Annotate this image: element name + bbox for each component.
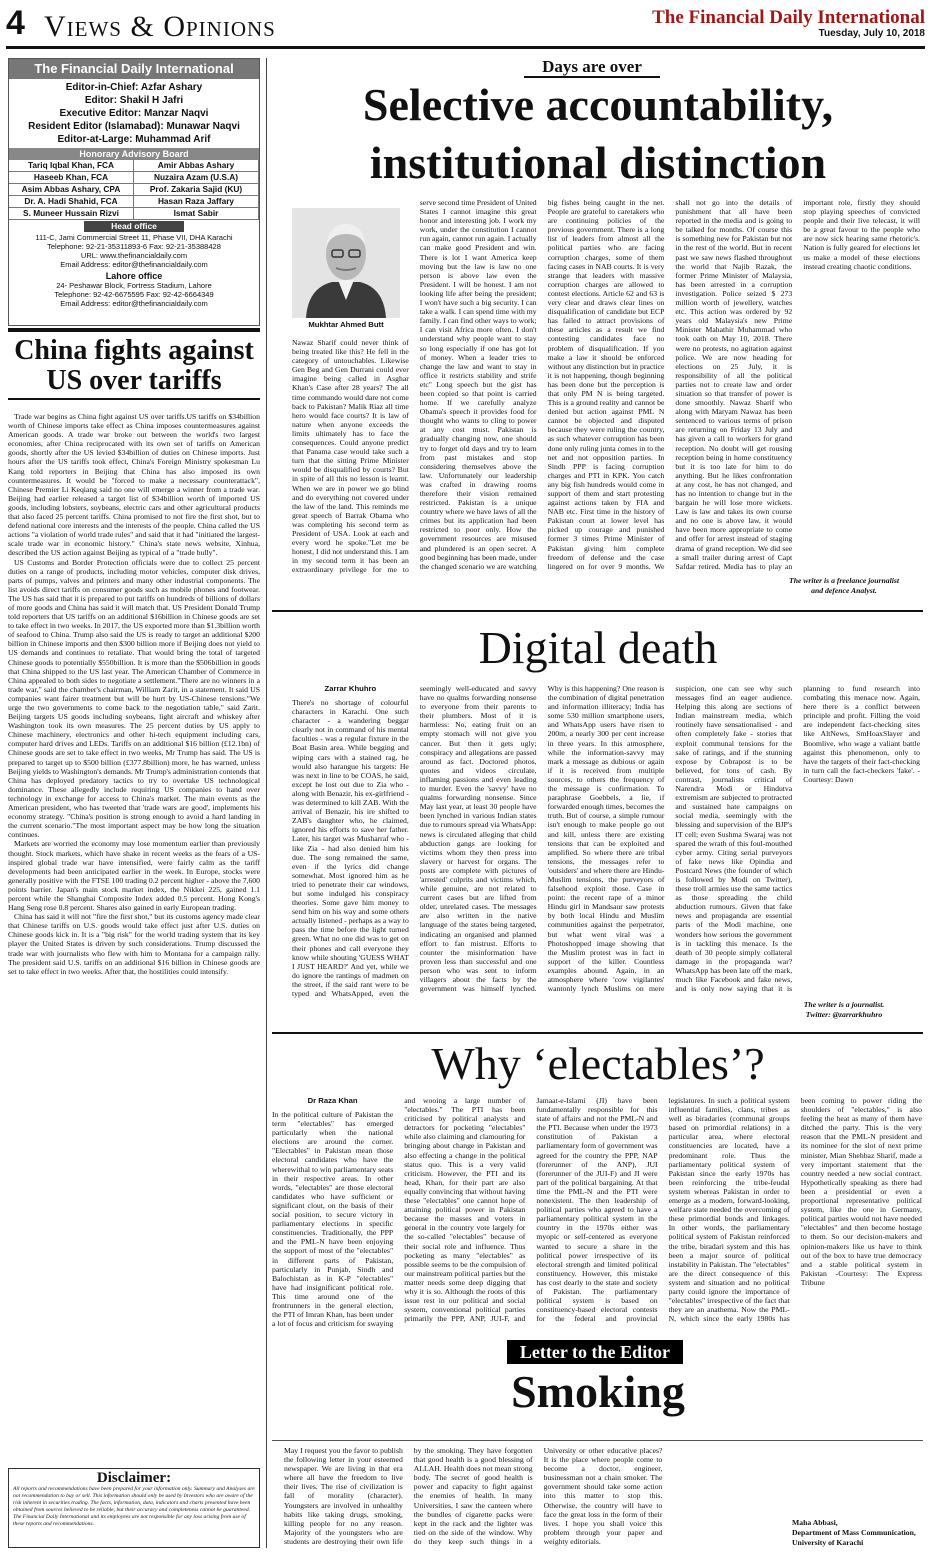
selective-headline-line2: institutional distinction	[369, 137, 827, 188]
paragraph: May I request you the favor to publish the following letter in your esteemed newspaper. We are living in that era where all have the freedom to live their lives. The rise of civilization is fall of morality (character). Youngsters are involved in unhealthy habits like taking drugs, smoking, killing people for no any reason. Majority of the youngsters who are students are destroying their own life by the smoking. They have forgotten that good health is a good blessing of ALLAH. Health does not mean strong body. The secret of good health is power and capacity to fight against the enemies of health. In many Universities, I saw the canteen where the bundles of cigarette packs were kept in the rack and the lighter was tied on the side of the window. Why do they keep such things in a University or other educative places? It is the place where people come to become a doctor, engineer, businessman not a chain smoker. The government should take some action into this matter to stop this. Otherwise, the country will have to face the great loss in the form of their lives. I hope you shall voice this problem through your paper and weighty editorials.	[284, 1446, 663, 1546]
advisor: Tariq Iqbal Khan, FCA	[9, 160, 134, 172]
note-line: and defence Analyst.	[811, 586, 877, 595]
advisor: Ismat Sabir	[134, 208, 259, 220]
masthead-name: The Financial Daily International	[652, 7, 925, 28]
digital-article-body	[292, 684, 920, 1000]
section-rule	[272, 1032, 923, 1034]
selective-article-body	[292, 198, 920, 578]
lahore-office-address	[9, 281, 259, 308]
photo-spacer	[292, 198, 409, 338]
address-line: Telephone: 92-21-35311893-6 Fax: 92-21-35388428	[47, 242, 221, 251]
editor-line: Editor-at-Large: Muhammad Arif	[57, 134, 211, 145]
letter-label: Letter to the Editor	[507, 1340, 683, 1364]
staff-banner: The Financial Daily International	[9, 59, 259, 79]
letter-headline: Smoking	[511, 1366, 685, 1417]
paragraph: There's no shortage of colourful characters in Karachi. One such character - a wandering beggar clearly not in command of his mental faculties - was a regular fixture in the Boat Basin area. While begging and wiping cars with a stained rag, he would also harangue his targets: He was next in line to be COAS, he said, except he lost out due to Zia who - along with Benazir, his ex-girlfriend - was determined to kill ZAB. With the arrival of Benazir, his ire shifted to ZAB's daughter who, he claimed, ignored his efforts to save her father. Later, his target was Musharraf who - like Zia - had also denied him his due. The song remained the same, even if the lyrics did change somewhat. Most ignored him as he tried to penetrate their car windows, but some indulged his conspiracy theories. Some gave him money to send him on his way and some others actually listened - perhaps as a way to pass the time before the light turned green. What no one did was to get on their phones and call everyone they know while shouting 'GUESS WHAT I JUST HEARD?' And yet, while we do ignore the rantings of madmen on the street, if the said rant were to be typed and WhatsApped, even the seemingly well-educated and savvy have no qualms forwarding nonsense to everyone from their parents to their plumbers. Most of it is harmless: No, eating fruit on an empty stomach will not give you cancer. But then it gets ugly; conspiracy and allegations are passed around as fact. Doctored photos, quotes and videos circulate, inflaming passions and even leading to murder. Even the 'savvy' have no qualms forwarding nonsense. Since May last year, at least 30 people have been lynched in various Indian states due to rumours spread via WhatsApp: news is circulated alleging that child abduction gangs are looking for victims whom they then press into slavery or harvest for organs. The posts are complete with pictures of 'arrested' culprits and victims which, while genuine, are not related to current cases but are lifted from older, unrelated cases. The messages are also written in the native language of the states being targeted, indicating an organised and planned effort to fan mistrust. Efforts to counter the misinformation have proven less than successful and one person who was sent to inform villagers about the facts by the government was himself lynched. Why is this happening? One reason is the combination of digital penetration and information illiteracy; India has some 530 million smartphone users, and WhatsApp users have risen to 200m, a nearly 300 per cent increase in three years. In this atmosphere, while the information-savvy may mark a message as dubious or again if it is received from multiple sources, to others the frequency of the message is confirmation. To paraphrase Goebbels, a lie, if forwarded enough times, becomes the truth. But of course, a simple rumour isn't enough to make people go out and kill, unless there are existing tensions that can be exploited and amplified. So where there are tribal tensions, the messages refer to 'outsiders' and where there are Hindu-Muslim tensions, the purveyors of falsehood exploit those. Case in point: the recent rape of a minor Hindu girl in Mandsaur saw protests by both local Hindu and Muslim communities against the perpetrator, but what went viral was a Photoshopped image showing that the Muslim protest was in fact in support of the killer. Countless examples abound. Again, in an atmosphere where 'cow vigilantes' wantonly lynch Muslims on mere suspicion, one can see why such messages find an eager audience. Helping this along are sections of Indian mainstream media, which routinely have sensationalised - and often completely fake - stories that exploit communal tensions for the sake of ratings, and if the stunning expose by Cobrapost is to be believed, for tons of cash. By contrast, journalists critical of Narendra Modi or Hindutva extremism are subjected to protracted and sustained hate campaigns on social media, seemingly with the blessing and supervision of the BJP's IT cell; even Sushma Swaraj was not spared the wrath of this foul-mouthed cyber army. Citing serial purveyors of fake news like Opindia and Postcard News (the founder of which is followed by Modi on Twitter), these troll armies use the same tactics as those spreading the child abduction rumours. Given that fake news and propaganda are essential parts of the Modi machine, one wonders how serious the government is in tackling this menace. Is the death of 30 people simply collateral damage in the propaganda war? WhatsApp has been late off the mark, much like Facebook and fake news, and is only now saying that it is planning to fund research into combating this menace now. Again, here there is a conflict between principle and profit. Filling the void are independent fact-checking sites like AltNews, SmHoaxSlayer and Boomlive, who wage a valiant battle against this phenomenon, only to have the targets of their fact-checking in turn call the fact-checkers 'fake'. -Courtesy: Dawn	[292, 684, 920, 998]
author-name: Zarrar Khuhro	[324, 684, 377, 693]
section-rule	[272, 1440, 923, 1441]
electables-article-body	[272, 1096, 922, 1332]
advisor: Nuzaira Azam (U.S.A)	[134, 172, 259, 184]
advisor: Dr. A. Hadi Shahid, FCA	[9, 196, 134, 208]
advisor: Amir Abbas Ashary	[134, 160, 259, 172]
note-line: The writer is a freelance journalist	[789, 576, 899, 585]
note-line: Twitter: @zarrarkhuhro	[805, 1010, 883, 1019]
advisory-banner: Honorary Advisory Board	[9, 148, 259, 160]
head-office-title: Head office	[84, 221, 184, 232]
section-title: Views & Opinions	[44, 10, 276, 43]
digital-headline: Digital death	[478, 622, 718, 673]
address-line: Email Address: editor@thefinancialdaily.com	[60, 260, 208, 269]
editor-line: Editor-in-Chief: Azfar Ashary	[65, 82, 203, 93]
column-divider	[266, 58, 267, 1548]
sign-line: Department of Mass Communication,	[792, 1528, 916, 1537]
editor-list	[9, 79, 259, 148]
editor-line: Editor: Shakil H Jafri	[84, 95, 184, 106]
china-article-body	[8, 412, 260, 1452]
page-number: 4	[6, 4, 25, 42]
address-line: 111-C, Jami Commercial Street 11, Phase VII, DHA Karachi	[35, 233, 233, 242]
advisor: S. Muneer Hussain Rizvi	[9, 208, 134, 220]
electables-headline: Why ‘electables’?	[431, 1038, 765, 1089]
paragraph: Trade war begins as China fight against US over tariffs.US tariffs on $34billion worth of Chinese imports take effect as China imposes countermeasures against American goods. A trade war broke out between the world's two largest economies, after China reciprocated with its own set of tariffs on American goods, shortly after the US levied $34billion of duties on Chinese imports. Just hours after the US tariffs took effect, China's Foreign Ministry spokesman Lu Kang told reporters in Beijing that China has also imposed its own countermeasures. It would be "forced to make a necessary counterattack", Chinese Premier Li Keqiang said no one will emerge a winner from a trade war. Beijing had earlier released a target list of $34billion worth of imported US goods, including lobsters, soybeans, electric cars and other agricultural products that also faced 25 percent tariffs. China promised to not fire the first shot, but to defend national core interests and the interests of the people. China called the US actions "a violation of world trade rules" and said that it had "initiated the largest-scale trade war in economic history." China's state news website, Xinhua, described the US action against Beijing as typical of a "trade bully".	[8, 412, 260, 558]
china-headline: China fights against US over tariffs	[8, 328, 260, 400]
address-line: Email Address: editor@thefinancialdaily.com	[60, 299, 208, 308]
note-line: The writer is a journalist.	[803, 1000, 885, 1009]
top-rule	[6, 46, 925, 49]
disclaimer-title: Disclaimer:	[96, 1470, 172, 1486]
paragraph: US Customs and Border Protection officials were due to collect 25 percent duties on a range of products, including motor vehicles, computer disk drives, parts of pumps, valves and printers and many other industrial components. The list avoids direct tariffs on consumer goods such as mobile phones and footwear. The US has said that it is prepared to put tariffs on hundreds of billions of dollars of more goods and China has said it will match that. US President Donald Trump told reporters that US tariffs on an additional $16billion in Chinese goods are set to take effect in two weeks. In 2017, the US exported more than $1.3billion worth of seafood to China. Trump also said the US is ready to target an additional $200 billion in Chinese imports and then $300 billion more if Beijing does not yield to US demands and continues to retaliate. That would bring the total of targeted Chinese goods to potentially $550billion. It is more than the $506billion in goods that China shipped to the US last year. The American Chamber of Commerce in China appealed to both sides to negotiate a settlement."There are no winners in a trade war," said the chamber's chairman, William Zarit, in a statement. It said US companies want fairer treatment but will be hurt by US-Chinese tensions."We urge the two governments to come back to the negotiation table," said Zarit. Beijing targets US goods including soybeans, light aircraft and whiskey after Washington took its own measures. The 25 percent duties by US apply to Chinese machinery, electronics and other hi-tech equipment including cars, computer hard drives and LEDs. Tariffs on an additional $16 billion (£12.1bn) of Chinese goods are set to take effect in two weeks, Mr Trump has said. The US is prepared to target up to $500 billion (£377.8billion) more, he has warned, unless Beijing yields to Washington's demands. Mr Trump's administration contends that China has deployed predatory tactics to try to overtake US technological dominance. These allegedly include requiring US companies to hand over technology in exchange for access to China's market. The main events as the American president, who has tweeted that 'trade wars are good', implements his economy strategy. "China's position is strong enough to avoid a hard landing in the current scenario."The most important aspect may be how long the situation continues.	[8, 557, 260, 840]
masthead	[652, 8, 925, 40]
advisor: Prof. Zakaria Sajid (KU)	[134, 184, 259, 196]
kicker: Days are over	[524, 58, 660, 78]
author-name: Dr Raza Khan	[307, 1096, 358, 1105]
sign-line: University of Karachi	[792, 1538, 864, 1547]
editor-line: Resident Editor (Islamabad): Munawar Naqvi	[28, 121, 240, 132]
address-line: Telephone: 92-42-6675595 Fax: 92-42-6664349	[54, 290, 214, 299]
issue-date: Tuesday, July 10, 2018	[818, 28, 925, 39]
paragraph: Markets are worried the economy may lose momentum earlier than previously thought. Stock markets, which have shake in recent weeks as the fears of a US-inspired global trade war have intensified, were fairly calm as the tariff developments had been anticipated earlier in the week. In Europe, stocks were generally positive with the FTSE 100 trading 0.2 percent higher - above the 7,600 points barrier. Japan's main stock market index, the Nikkei 225, gained 1.1 percent while the Shanghai Composite Index added 0.5 percent. Hong Kong's Hang Seng rose 0.8 percent. Shares also gained in early European trading.	[8, 839, 260, 913]
paragraph: China has said it will not "fire the first shot," but its customs agency made clear that Chinese tariffs on U.S. goods would take effect just after U.S. duties on Chinese goods kick in. It is a "big risk" for the world trading system that its key player the United States is driven by such considerations. Trump discussed the trade war with journalists who flew with him to Montana for a campaign rally. The president said U.S. tariffs on an additional $16 billion in Chinese goods are set to take effect in two weeks. After that, the hostilities could intensify.	[8, 912, 260, 976]
author-note	[768, 1000, 920, 1020]
advisory-grid	[9, 160, 259, 220]
address-line: URL: www.thefinancialdaily.com	[80, 251, 188, 260]
disclaimer-text: All reports and recommendations have been prepared for your information only. Summary and Analyses are not recommendation to buy or sell. This information should only be used by Investors who are aware of the risk inherent in securities trading. The facts, information, data, indicators and charts presented have been obtained from sources believed to be reliable, but their accuracy and completeness cannot be guaranteed. The Financial Daily International and its employees are not responsible for any loss arising from use of these reports and recommendations.	[13, 1486, 255, 1527]
advisor: Hasan Raza Jaffary	[134, 196, 259, 208]
author-name: Mukhtar Ahmed Butt	[308, 320, 384, 329]
advisor: Haseeb Khan, FCA	[9, 172, 134, 184]
section-rule	[272, 610, 923, 612]
letter-signature	[792, 1518, 928, 1548]
selective-headline-line1: Selective accountability,	[362, 79, 834, 130]
paragraph: Nawaz Sharif could never think of being treated like this? He fell in the category of untouchables. Likewise Gen Beg and Gen Durrani could ever imagine being called in Asghar Khan's Case after 28 years? The all time commando would dare not come back to Pakistan? Malik Riaz all time hero would face courts? It is law of nature when anyone exceeds the limits ultimately has to face the consequences. Could anyone predict that Panama case would take such a turn that the sitting Prime Minister would be disqualified by courts? But in spite of all this no lesson is learnt. When we are in power we go blind and do everything not covered under the law of the land. This reminds me great speech of Barrak Obama who was completing his second term as President of USA. Look at each and every word he spoke."Let me be honest, I did not understand this. I am in my second term it has been an extraordinary privilege for me to serve second time President of United States I cannot imagine this great honor and interesting job. I work my work, under the constitution I cannot run again, cannot run again. I actually can make good President and win. There is lot I want America keep moving but the law is law no one person is above law even the President. I will be honest. I am not looking life after being the president; I won't have such a big security. I can take a walk. I can spend time with my family. I can find other ways to work; I can visit Africa more often. I don't understand why people want to stay so long especially if one has got lot of money. When a leader tries to change the law and want to stay in office it restricts stability and strife etc" Long speech but the gist has been copied so that point is carried home. If we carefully analyze Obama's speech it provides food for thought who wants to cling to power at any cost must. Pakistan is gradually changing now, one should try to forget old days and try to learn from past mistakes and stop considering themselves above the law. Unfortunately our leadership was crafted in drawing rooms therefore their vision remained restricted. Pakistan is a unique country where we have laws of all the crimes but its application had been restricted to poor only. How the government resources are misused and plundered is an open secret. A good beginning has been made, under the changed scenario we are watching big fishes being caught in the net. People are grateful to caretakers who are continuing policies of the previous government. There is a long list of leaders from almost all the political parties who are facing corruption charges, some of them facing cases in NAB courts. It is very strange that leaders with massive corruption charges are allowed to contest elections. Article 62 and 63 is very clear and draws clear lines on disqualification of candidate but ECP has failed to attract provisions of these articles as a result we find contesting candidates face no problem of disqualification. If you make a law it should be enforced without any distinction but in practice it is not happening, though beginning has been done but the perception is that only PM N is being targeted. This is a ground reality and cannot be denied but action against PML N cannot be objected and disputed because they were ruling the country, as such whatever corruption has been done only ruling junta comes in to the net and not opposition parties. In Sindh PPP is facing corruption charges and PTI in KPK. You catch any big fish hundreds would come in support of them and start protesting against actions taken by FIA and NAB etc. First time in the history of Pakistan court at lower level has picked up courage and punished former 3 times Prime Minister of Pakistan giving him complete freedom of defense and the case lingered on for over 9 months. We shall not go into the details of punishment that all have been reported in the media and is going to be talked for months. Of course this is something new for Pakistan but not in the rest of the world. But in recent past we saw news flashed throughout the world that Najib Razak, the former Prime Minister of Malaysia, has been arrested in a corruption investigation. Police seized $ 273 million worth of jewellery, watches etc. This action was ordered by 92 years old Malaysia's new Prime Minister Mahathir Muhammad who took oath on May 10, 2018. There were no protests, no agitation against police. We are now heading for elections on 25 July, it is responsibility of all the political parties not to create law and order situation so that transfer of power is done smoothly. Nawaz Sharif who along with Maryam Nawaz has been sentenced to various terms of prison are returning on Friday 13 July and has given a call to workers for grand reception. No doubt will get rousing reception being in home constituency but it is too late for him to do anything. But he likes confrontation at any cost, he has not changed, and has no intention to change but in the bargain he will lose more wickets. Law is law and takes its own course and no one is above law, it would have been more appropriate to come and offer for arrest instead of staging drama of grand reception. We did see a small trailer during arrest of Capt Safdar retired. Media has to play an important role, firstly they should stop playing speeches of convicted people and their live telecast, it will be a great favour to the people who are now sick hearing same rhetoric's. Nation is fully geared for elections let us make a model of these elections instead creating chaotic conditions.	[292, 198, 920, 575]
address-line: 24- Peshawar Block, Fortress Stadium, Lahore	[56, 281, 212, 290]
editor-line: Executive Editor: Manzar Naqvi	[59, 108, 209, 119]
advisor: Asim Abbas Ashary, CPA	[9, 184, 134, 196]
staff-box	[8, 58, 260, 326]
disclaimer-box	[8, 1468, 260, 1548]
paragraph: In the political culture of Pakistan the term "electables" has emerged particularly when the national elections are around the corner. "Electables" in Pakistan mean those electoral candidates who have the wherewithal to win parliamentary seats in their respective areas. In other words, "electables" are those electoral candidates who have sufficient or significant clout, on the basis of their social position, to secure victory in parliamentary elections in specific constituencies. Traditionally, the PPP and the PML-N have been enjoying the support of most of the "electables" in different parts of Pakistan, particularly in Punjab, Sindh and Balochistan as in K-P "electables" have had insignificant political role. This time around one of the frontrunners in the general election, the PTI of Imran Khan, has been under a lot of focus and criticism for swaying and wooing a large number of "electables." The PTI has been criticised by political analysts and detractors for pocketing "electables" while also claiming and clamouring for bringing about change in Pakistan and also effecting a change in the political status quo. This is a very valid criticism. However, the PTI and its head, Khan, for their part are also equally convincing that without having these "electables" one cannot hope of attaining political power in Pakistan because the masses and voters in general in the country vote largely for the so-called "electables" because of their social role and influence. Thus pocketing as many "electables" as possible seems to be the compulsion of our mainstream political parties but the matter needs some deep digging that why it is so. Although the roots of this issue rest in our political and social system, conventional political parties primarily the PPP, ANP, JUI-F, and Jamaat-e-Islami (JI) have been fundamentally responsible for this state of affairs and not the PML-N and the PTI. Because when under the 1973 constitution of Pakistan a parliamentary form of government was agreed for the country the PPP, NAP (forerunner of the ANP), JUI (forerunner of the JUI-F) and JI were part of the political bargaining. At that time the PML-N and the PTI were nonexistent. The then leadership of political parties who agreed to have a parliamentary political system in the country in the 1970s either was myopic or self-centered as everyone wanted to secure a share in the political power irrespective of its electoral strength and limited political constituency. However, this mistake has cost dearly to the state and society of Pakistan. The parliamentary political system is based on constituency-based electoral contests for the federal and provincial legislatures. In such a political system influential families, clans, tribes as well as biradaries (communal groups based on primordial relations) in a particular area, where electoral constituencies are located, have a predominant role. Thus the parliamentary political system of Pakistan since the early 1970s has been reinforcing the tribe-feudal system whereas Pakistan in order to emerge as a modern, forward-looking, welfare state needed the overcoming of these primordial bonds and linkages. In other words, the parliamentary political system of Pakistan reinforced the tribe, biradari system and this has been a major source of political instability in Pakistan. The "electables" are the direct consequence of this system and situation and no political party could ignore the importance of "electables" irrespective of the fact that they are an anathema. Now the PML-N, which since the early 1980s has been coming to power riding the shoulders of "electables," is also feeling the heat as many of them have ditched the party. This is the very reason that the PML-N president and its nominee for the slot of next prime minister, Mian Shehbaz Sharif, made a very important statement that the country needed a new social contract. Hypothetically speaking as there had been a presidential or even a proportional representative political system, like the one in Germany, political parties would not have needed "electables" and then become hostage to them. So our decision-makers and opinion-makers like us have to think out of the box to have true democracy and a stable political system in Pakistan -Courtesy: The Express Tribune	[272, 1096, 922, 1329]
sign-line: Maha Abbasi,	[792, 1518, 838, 1527]
author-note	[768, 576, 920, 596]
head-office-address	[9, 233, 259, 269]
lahore-office-title: Lahore office	[105, 271, 163, 281]
